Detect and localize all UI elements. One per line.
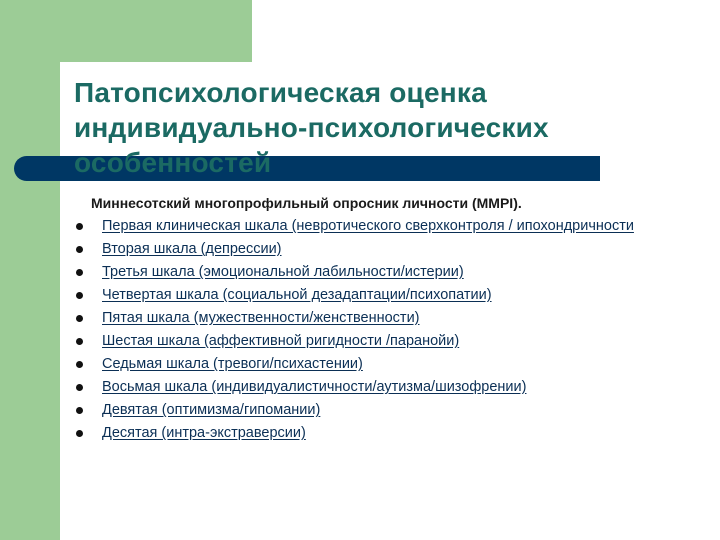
list-item <box>76 333 636 350</box>
bullet-icon <box>76 292 83 299</box>
bullet-icon <box>76 430 83 437</box>
list-item <box>76 218 636 235</box>
scale-link-9[interactable]: Девятая (оптимизма/гипомании) <box>102 402 321 418</box>
bullet-icon <box>76 315 83 322</box>
scale-link-2[interactable]: Вторая шкала (депрессии) <box>102 241 282 257</box>
scale-link-5[interactable]: Пятая шкала (мужественности/женственности) <box>102 310 420 326</box>
list-item <box>76 310 636 327</box>
scale-link-7[interactable]: Седьмая шкала (тревоги/психастении) <box>102 356 363 372</box>
list-item <box>76 425 636 442</box>
bullet-icon <box>76 361 83 368</box>
scale-link-10[interactable]: Десятая (интра-экстраверсии) <box>102 425 306 441</box>
scale-link-3[interactable]: Третья шкала (эмоциональной лабильности/истерии) <box>102 264 464 280</box>
list-item <box>76 379 636 396</box>
top-green-block <box>0 0 252 62</box>
bullet-icon <box>76 407 83 414</box>
list-item <box>76 264 636 281</box>
slide-subtitle: Миннесотский многопрофильный опросник личности (MMPI). <box>91 195 522 211</box>
bullet-icon <box>76 338 83 345</box>
scale-link-1[interactable]: Первая клиническая шкала (невротического сверхконтроля / ипохондричности <box>102 218 634 234</box>
list-item <box>76 241 636 258</box>
scale-link-6[interactable]: Шестая шкала (аффективной ригидности /паранойи) <box>102 333 460 349</box>
scale-link-8[interactable]: Восьмая шкала (индивидуалистичности/аутизма/шизофрении) <box>102 379 527 395</box>
bullet-icon <box>76 223 83 230</box>
scale-link-4[interactable]: Четвертая шкала (социальной дезадаптации/психопатии) <box>102 287 492 303</box>
list-item <box>76 287 636 304</box>
bullet-icon <box>76 246 83 253</box>
list-item <box>76 356 636 373</box>
slide-title: Патопсихологическая оценка индивидуально-психологических особенностей <box>74 77 549 178</box>
left-green-strip <box>0 0 60 540</box>
scale-list <box>76 218 636 448</box>
list-item <box>76 402 636 419</box>
bullet-icon <box>76 384 83 391</box>
bullet-icon <box>76 269 83 276</box>
